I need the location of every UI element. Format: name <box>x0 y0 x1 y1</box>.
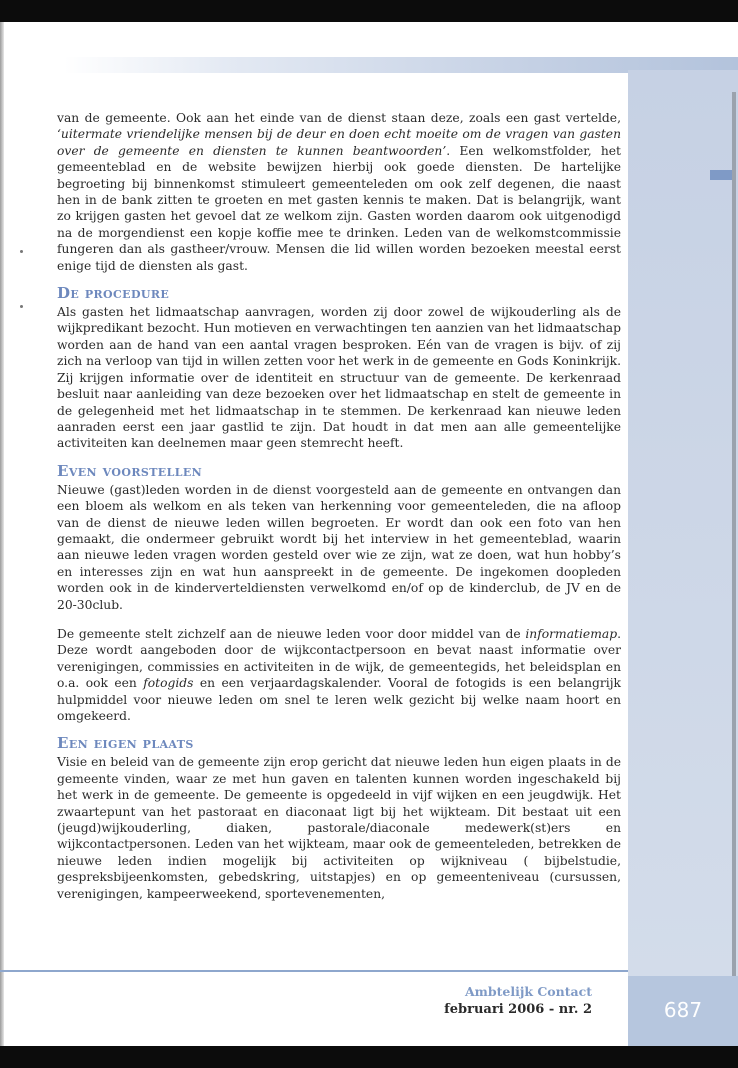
intro-text-continued: . Een welkomstfolder, het gemeenteblad en de website bewijzen hierbij ook goede diensten. De hartelijke begroeting bij binnenkomst stimuleert gemeenteleden om ook zelf degenen, die naast hen in de bank zitten te groeten en met gasten kennis te maken. Dat is belangrijk, want zo krijgen gasten het gevoel dat ze welkom zijn. Gasten worden daarom ook uitgenodigd na de morgendienst een kopje koffie mee te drinken. Leden van de welkomstcommissie fungeren dan als gastheer/vrouw. Mensen die lid willen worden bezoeken meestal eerst enige tijd de diensten als gast. <box>57 143 621 273</box>
informatiemap-term: informatiemap <box>525 626 618 641</box>
intro-text: van de gemeente. Ook aan het einde van de dienst staan deze, zoals een gast vertelde, <box>57 111 621 125</box>
page-number: 687 <box>663 998 703 1022</box>
procedure-paragraph: Als gasten het lidmaatschap aanvragen, worden zij door zowel de wijkouderling als de wijkpredikant bezocht. Hun motieven en verwachtingen ten aanzien van het lidmaatschap worden aan de hand van een aantal vragen besproken. Eén van de vragen is bijv. of zij zich na verloop van tijd in willen zetten voor het werk in de gemeente en Gods Koninkrijk. Zij krijgen informatie over de identiteit en structuur van de gemeente. De kerkenraad besluit naar aanleiding van deze bezoeken over het lidmaatschap en stelt de gemeente in de gelegenheid met het lidmaatschap in te stemmen. De kerkenraad kan nieuwe leden aanraden eerst een jaar gastlid te zijn. Dat houdt in dat men aan alle gemeentelijke activiteiten kan deelnemen maar geen stemrecht heeft. <box>57 305 621 451</box>
footer-rule <box>0 970 628 972</box>
sidebar-tab-marker <box>710 170 732 180</box>
section-heading-procedure: De procedure <box>57 284 170 303</box>
informatiemap-text-continued: . Deze wordt aangeboden door de wijkcontactpersoon en bevat naast informatie over verenigingen, commissies en activiteiten in de wijk, de gemeentegids, het beleidsplan en o.a. ook een <box>57 626 621 691</box>
guest-quote: ‘uitermate vriendelijke mensen bij de deur en doen echt moeite om de vragen van gasten over de gemeente en diensten te kunnen beantwoorden’ <box>57 127 621 158</box>
voorstellen-paragraph: Nieuwe (gast)leden worden in de dienst voorgesteld aan de gemeente en ontvangen dan een bloem als welkom en als teken van herkenning voor gemeenteleden, die na afloop van de dienst de nieuwe leden willen begroeten. Er wordt dan ook een foto van hen gemaakt, die ondermeer gebruikt wordt bij het interview in het gemeenteblad, waarin aan nieuwe leden vragen worden gesteld over wie ze zijn, wat ze doen, wat hun hobby’s en interesses zijn en wat hun aanspreekt in de gemeente. De ingekomen doopleden worden ook in de kinderverteldiensten verwelkomd en/of op de kinderclub, de JV en de 20-30club. <box>57 482 621 612</box>
section-heading-eigen-plaats: Een eigen plaats <box>57 734 194 753</box>
scan-top-border <box>0 0 738 22</box>
sidebar-stripe <box>732 92 736 992</box>
scan-bottom-border <box>0 1046 738 1068</box>
issue-date: februari 2006 - nr. 2 <box>444 1002 592 1017</box>
footer-credits <box>444 983 592 1020</box>
sidebar-column <box>628 70 738 976</box>
informatiemap-text: De gemeente stelt zichzelf aan de nieuwe leden voor door middel van de <box>57 626 526 641</box>
scan-speck <box>20 250 23 253</box>
fotogids-term: fotogids <box>143 676 194 691</box>
intro-paragraph <box>57 110 621 274</box>
section-heading-voorstellen: Even voorstellen <box>57 461 203 480</box>
scan-speck <box>20 305 23 308</box>
scan-left-edge <box>0 22 4 1046</box>
article-body <box>57 110 621 902</box>
informatiemap-text-end: en een verjaardagskalender. Vooral de fotogids is een belangrijk hulpmiddel voor nieuwe leden om snel te leren welk gezicht bij welke naam hoort en omgekeerd. <box>57 676 622 723</box>
eigen-plaats-paragraph: Visie en beleid van de gemeente zijn erop gericht dat nieuwe leden hun eigen plaats in de gemeente vinden, waar ze met hun gaven en talenten kunnen worden ingeschakeld bij het werk in de gemeente. De gemeente is opgedeeld in vijf wijken en een jeugdwijk. Het zwaartepunt van het pastoraat en diaconaat ligt bij het wijkteam. Dit bestaat uit een (jeugd)wijkouderling, diaken, pastorale/diaconale medewerk(st)ers en wijkcontactpersonen. Leden van het wijkteam, maar ook de gemeenteleden, betrekken de nieuwe leden indien mogelijk bij activiteiten op wijkniveau ( bijbelstudie, gespreksbijeenkomsten, gebedskring, uitstapjes) en op gemeenteniveau (cursussen, verenigingen, kampeerweekend, sportevenementen, <box>57 755 621 901</box>
magazine-title: Ambtelijk Contact <box>464 984 592 999</box>
informatiemap-paragraph <box>57 626 621 724</box>
